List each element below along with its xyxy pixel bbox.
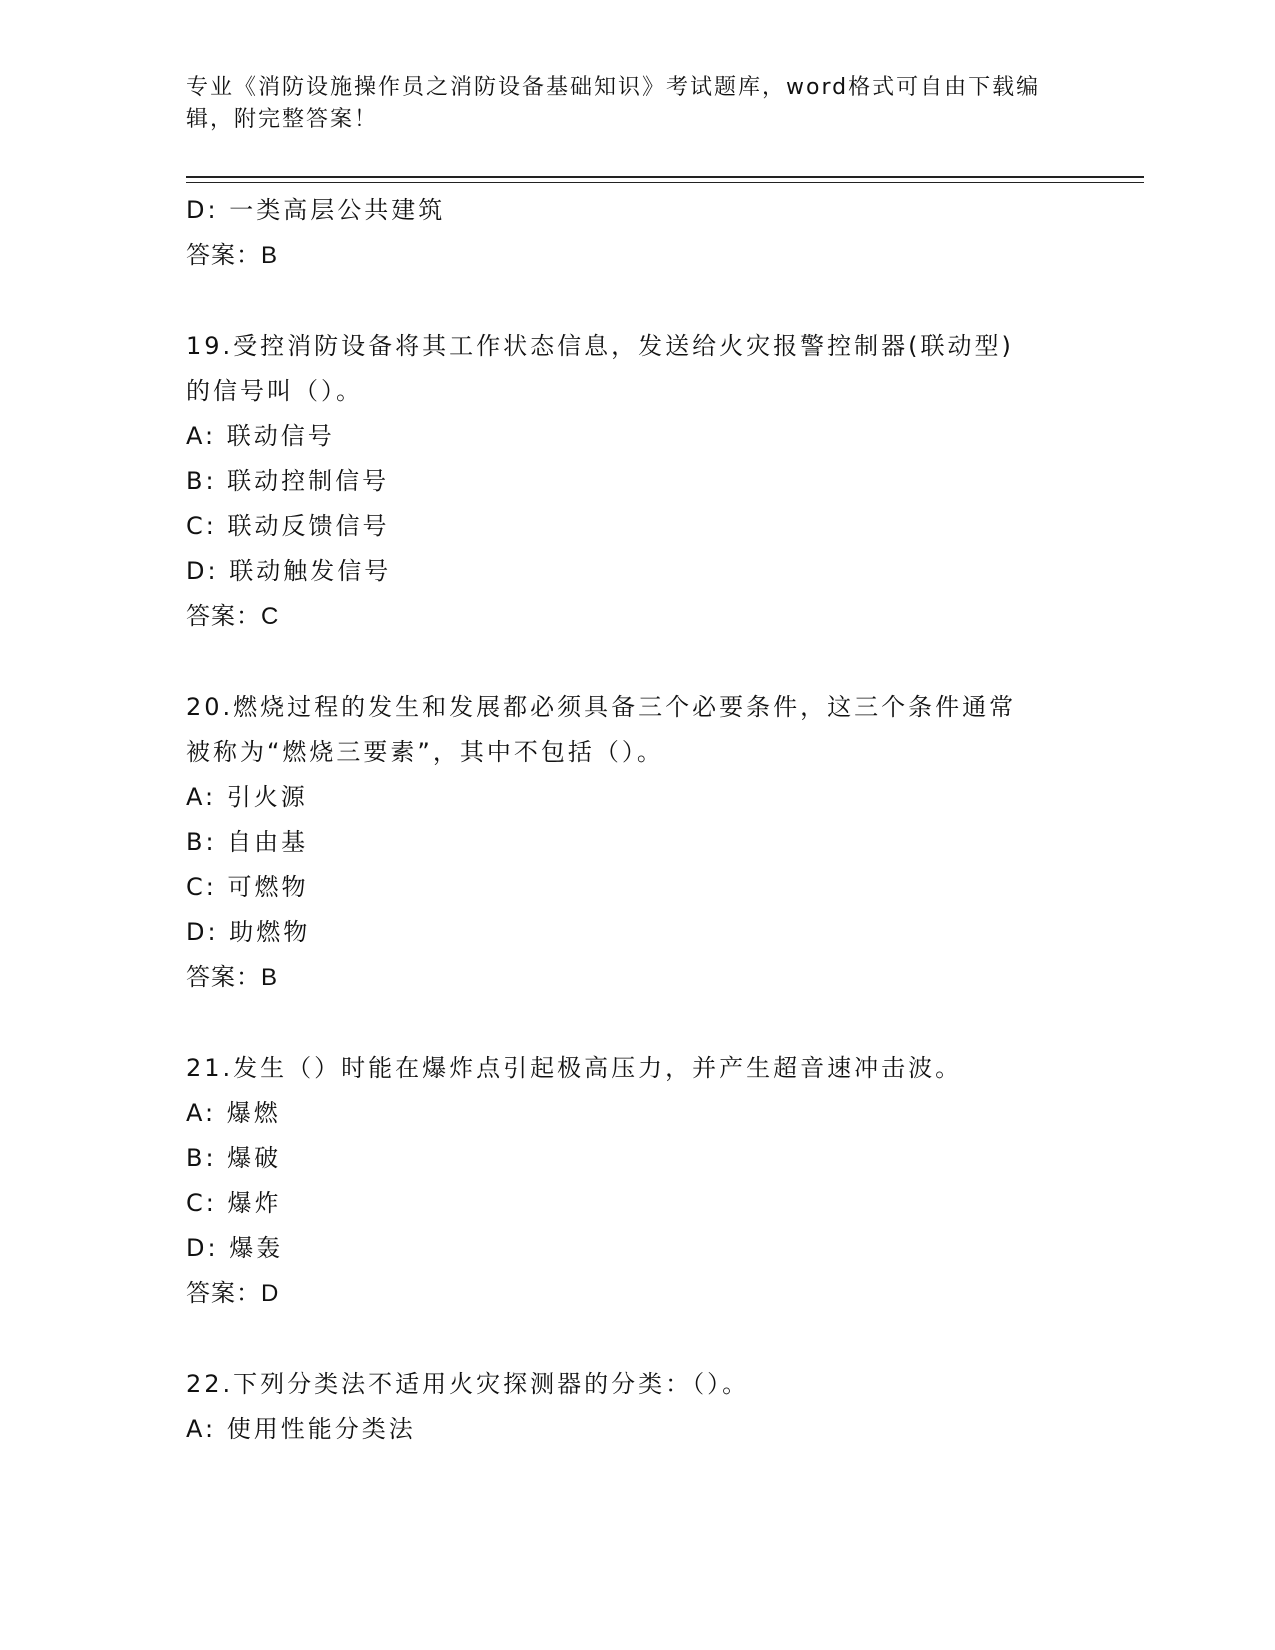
option-d: D: 一类高层公共建筑 [186,196,446,224]
spacer [186,639,1086,685]
document-header [186,72,1066,136]
question-stem: 21.发生（）时能在爆炸点引起极高压力，并产生超音速冲击波。 [186,1054,963,1082]
header-divider-thin [186,182,1144,183]
header-line-1: 专业《消防设施操作员之消防设备基础知识》考试题库，word格式可自由下载编 [186,75,1041,100]
option-a: A: 引火源 [186,783,308,811]
option-b: B: 联动控制信号 [186,467,390,495]
question-stem: 20.燃烧过程的发生和发展都必须具备三个必要条件，这三个条件通常 [186,693,1017,721]
spacer [186,1000,1086,1046]
question-22 [186,1362,1086,1452]
option-d: D: 助燃物 [186,918,311,946]
question-stem: 19.受控消防设备将其工作状态信息，发送给火灾报警控制器(联动型) [186,332,1014,360]
spacer [186,1316,1086,1362]
header-divider-thick [186,176,1144,178]
option-a: A: 联动信号 [186,422,335,450]
answer-label: 答案：B [186,964,279,991]
spacer [186,278,1086,324]
answer-label: 答案：B [186,242,279,269]
option-b: B: 爆破 [186,1144,282,1172]
option-c: C: 可燃物 [186,873,309,901]
question-stem-cont: 的信号叫（）。 [186,377,363,405]
option-a: A: 使用性能分类法 [186,1415,416,1443]
option-a: A: 爆燃 [186,1099,281,1127]
option-c: C: 爆炸 [186,1189,282,1217]
answer-label: 答案：C [186,603,280,630]
question-20 [186,685,1086,1000]
question-21 [186,1046,1086,1316]
question-18-tail [186,188,1086,278]
question-list [186,188,1086,1452]
question-stem-cont: 被称为“燃烧三要素”，其中不包括（）。 [186,738,664,766]
question-19 [186,324,1086,639]
option-b: B: 自由基 [186,828,309,856]
answer-label: 答案：D [186,1280,280,1307]
option-c: C: 联动反馈信号 [186,512,390,540]
question-stem: 22.下列分类法不适用火灾探测器的分类：（）。 [186,1370,750,1398]
header-line-2: 辑，附完整答案！ [186,107,379,132]
option-d: D: 联动触发信号 [186,557,392,585]
option-d: D: 爆轰 [186,1234,284,1262]
